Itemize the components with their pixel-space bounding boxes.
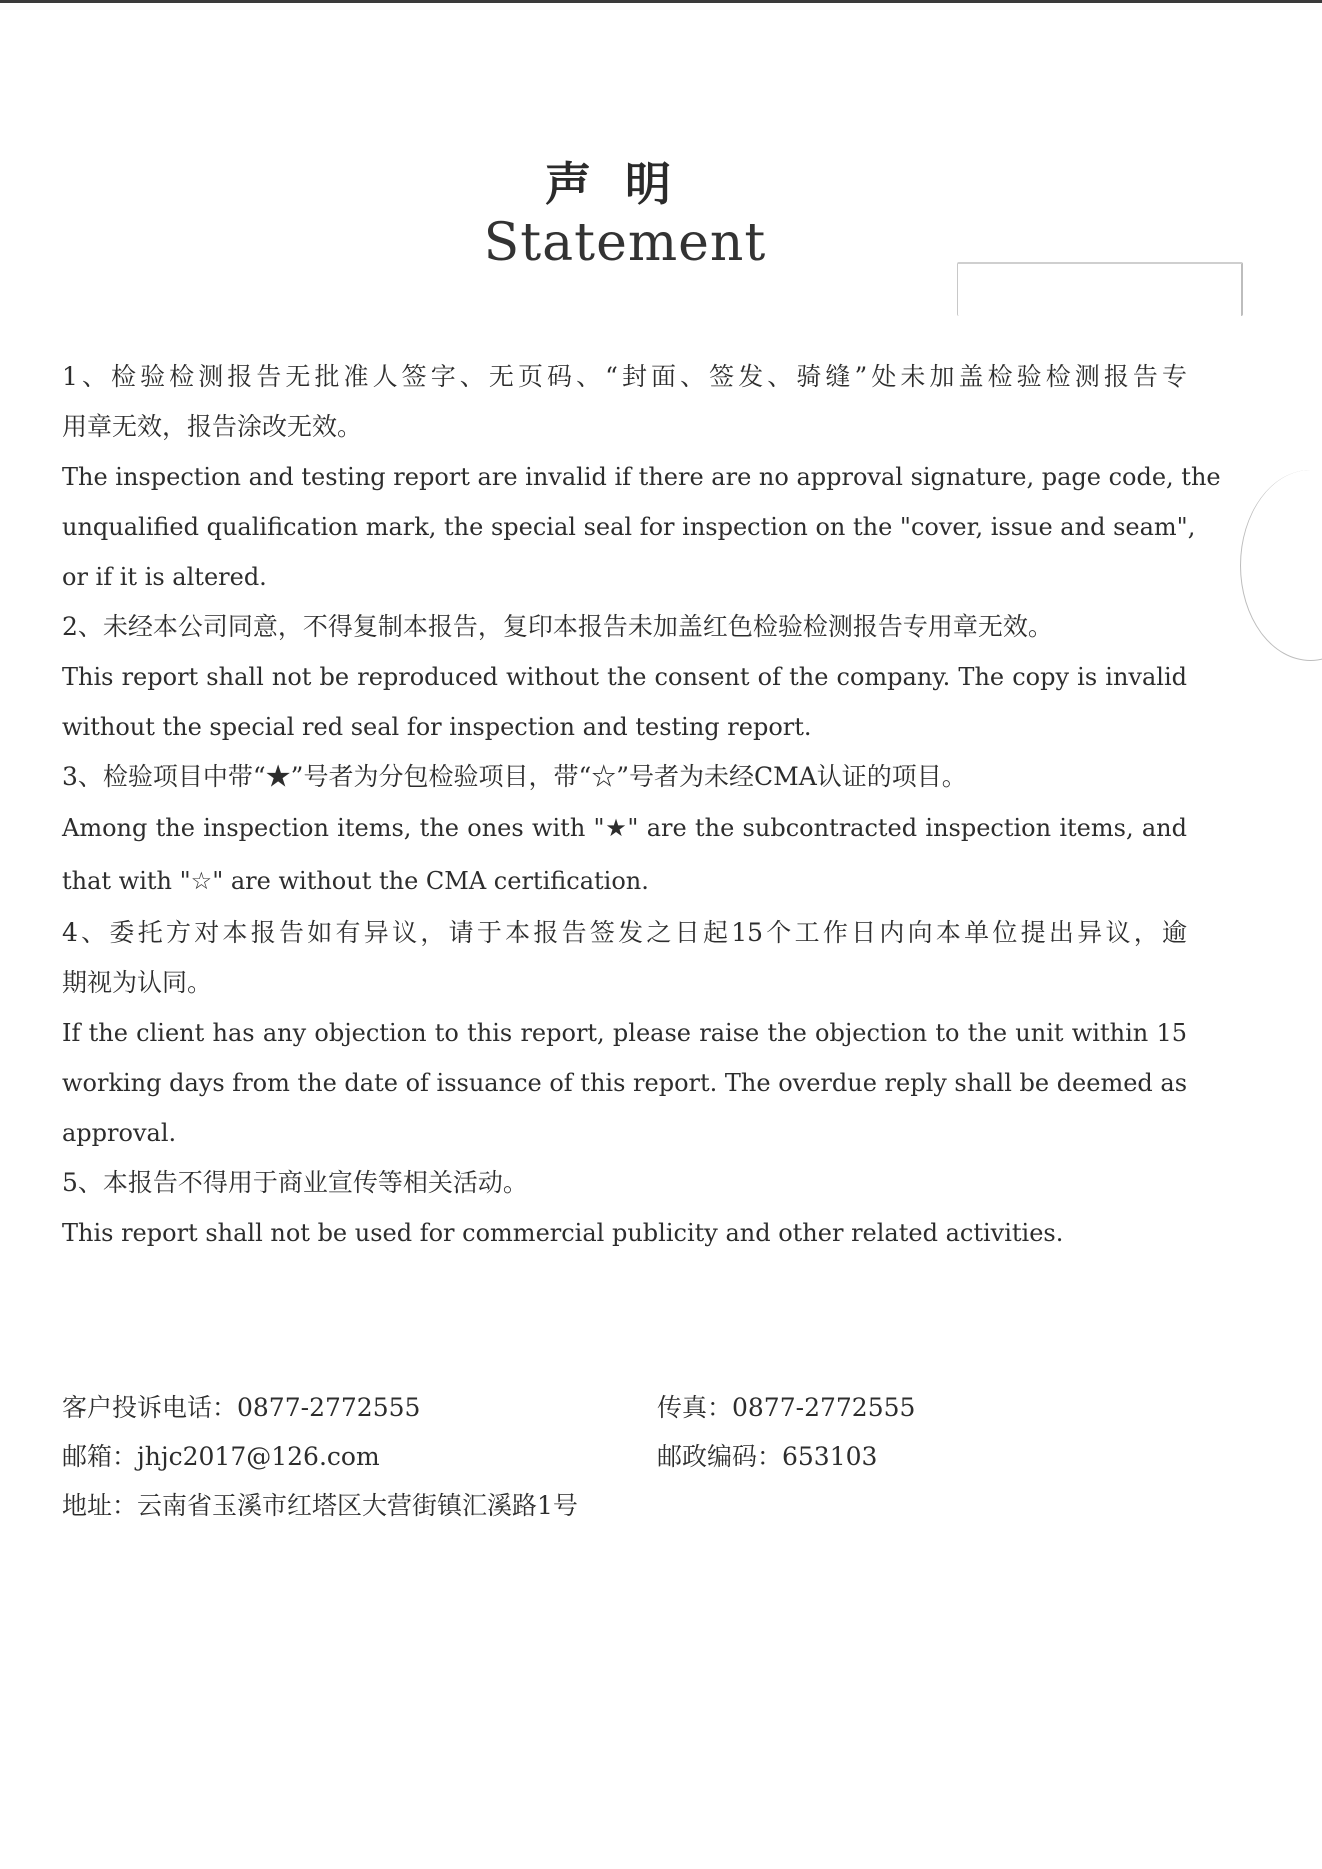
statement-item-3 [62, 752, 1187, 908]
item-en-line: If the client has any objection to this report, please raise the objection to the unit within 15 [62, 1019, 1187, 1047]
item-cn-line: 3、检验项目中带“★”号者为分包检验项目，带“☆”号者为未经CMA认证的项目。 [62, 762, 967, 791]
item-en-line: approval. [62, 1119, 177, 1147]
statement-item-4 [62, 908, 1187, 1158]
item-en-line: Among the inspection items, the ones with "★" are the subcontracted inspection items, and [62, 814, 1187, 842]
item-en-line: or if it is altered. [62, 563, 267, 591]
postal-code: 邮政编码：653103 [657, 1442, 878, 1471]
item-en-line: This report shall not be used for commercial publicity and other related activities. [62, 1219, 1064, 1247]
item-cn-line: 2、未经本公司同意，不得复制本报告，复印本报告未加盖红色检验检测报告专用章无效。 [62, 612, 1053, 641]
statement-item-5 [62, 1158, 1187, 1258]
page-title-cn: 声明 [545, 157, 705, 211]
statement-item-2 [62, 602, 1187, 752]
item-cn-line: 5、本报告不得用于商业宣传等相关活动。 [62, 1168, 528, 1197]
contact-row-phone [62, 1383, 1187, 1432]
scan-mark-arc [1240, 470, 1322, 661]
top-border-line [0, 0, 1322, 3]
fax-number: 传真：0877-2772555 [657, 1393, 916, 1422]
item-cn-line: 4、委托方对本报告如有异议，请于本报告签发之日起15个工作日内向本单位提出异议，逾 [62, 918, 1187, 947]
item-en-line: unqualified qualification mark, the special seal for inspection on the "cover, issue and seam", [62, 513, 1196, 541]
item-cn-line: 1、检验检测报告无批准人签字、无页码、“封面、签发、骑缝”处未加盖检验检测报告专 [62, 362, 1187, 391]
item-en-line: This report shall not be reproduced without the consent of the company. The copy is invalid [62, 663, 1187, 691]
item-en-line: without the special red seal for inspection and testing report. [62, 713, 812, 741]
blank-stamp-box [957, 262, 1243, 316]
street-address: 地址：云南省玉溪市红塔区大营街镇汇溪路1号 [62, 1491, 578, 1520]
contact-row-email [62, 1432, 1187, 1481]
page-title-en: Statement [483, 213, 767, 273]
contact-row-address [62, 1481, 1187, 1530]
item-en-line: that with "☆" are without the CMA certification. [62, 867, 649, 895]
statement-body [62, 352, 1221, 1258]
item-cn-line: 期视为认同。 [62, 968, 213, 997]
item-en-line: working days from the date of issuance of this report. The overdue reply shall be deemed as [62, 1069, 1188, 1097]
email-address: 邮箱：jhjc2017@126.com [62, 1442, 380, 1471]
complaint-phone: 客户投诉电话：0877-2772555 [62, 1393, 421, 1422]
item-cn-line: 用章无效，报告涂改无效。 [62, 412, 363, 441]
item-en-line: The inspection and testing report are invalid if there are no approval signature, page code, the [62, 463, 1221, 491]
contact-info [62, 1383, 1187, 1530]
statement-item-1 [62, 352, 1221, 602]
